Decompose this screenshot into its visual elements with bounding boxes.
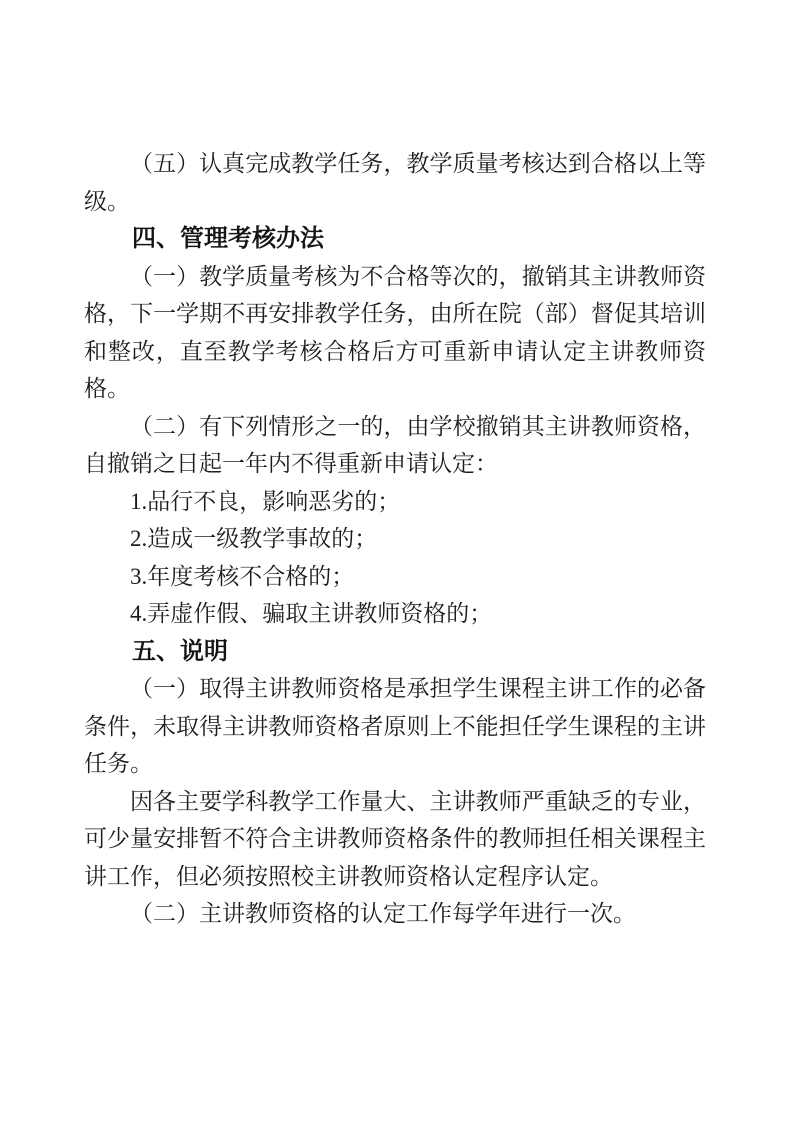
paragraph-line: 可少量安排暂不符合主讲教师资格条件的教师担任相关课程主 <box>84 826 706 851</box>
document-text-block <box>84 145 706 933</box>
paragraph-line: 因各主要学科教学工作量大、主讲教师严重缺乏的专业， <box>130 788 706 814</box>
paragraph-line: 和整改，直至教学考核合格后方可重新申请认定主讲教师资 <box>84 338 706 364</box>
section-heading-4: 四、管理考核办法 <box>132 225 324 252</box>
paragraph-line: 格，下一学期不再安排教学任务，由所在院（部）督促其培训 <box>84 301 706 326</box>
list-item-line: 4.弄虚作假、骗取主讲教师资格的； <box>130 601 493 626</box>
paragraph-line: （二）有下列情形之一的，由学校撤销其主讲教师资格， <box>130 413 706 439</box>
paragraph-line: 自撤销之日起一年内不得重新申请认定： <box>84 451 498 476</box>
paragraph-line: 条件，未取得主讲教师资格者原则上不能担任学生课程的主讲 <box>84 713 706 739</box>
paragraph-line: 讲工作，但必须按照校主讲教师资格认定程序认定。 <box>84 863 613 889</box>
paragraph-line: （一）取得主讲教师资格是承担学生课程主讲工作的必备 <box>130 676 706 701</box>
paragraph-line: 级。 <box>84 188 130 214</box>
list-item-line: 3.年度考核不合格的； <box>130 563 355 589</box>
list-item-line: 2.造成一级教学事故的； <box>130 526 378 551</box>
list-item-line: 1.品行不良，影响恶劣的； <box>130 488 401 514</box>
paragraph-line: （二）主讲教师资格的认定工作每学年进行一次。 <box>130 901 636 926</box>
paragraph-line: （一）教学质量考核为不合格等次的，撤销其主讲教师资 <box>130 263 706 289</box>
paragraph-line: 任务。 <box>84 751 153 776</box>
paragraph-line: 格。 <box>84 376 130 401</box>
paragraph-line: （五）认真完成教学任务，教学质量考核达到合格以上等 <box>130 151 706 176</box>
section-heading-5: 五、说明 <box>132 637 228 665</box>
